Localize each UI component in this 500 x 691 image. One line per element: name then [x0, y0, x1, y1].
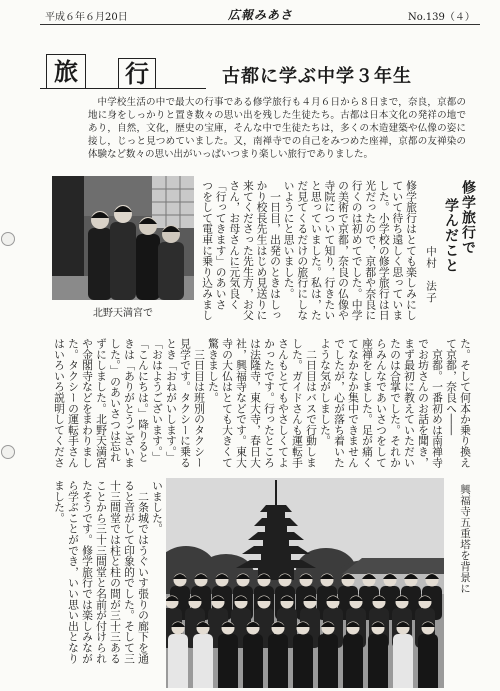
text-column: てなかなか集中できません — [347, 338, 360, 468]
text-column: はいろいろ説明してくださ — [53, 338, 66, 468]
text-column: さん，お母さんに元気良く — [228, 180, 242, 310]
section-label-char-2: 行 — [118, 58, 156, 89]
text-column: 見学です。タクシーに乗る — [179, 338, 192, 468]
text-column: でお坊さんのお話を聞き， — [417, 338, 430, 468]
text-column: たのは合掌でした。それか — [389, 338, 402, 468]
text-column: 「おはようございます。」 — [151, 338, 164, 463]
text-column: ら学ぶことができ，いい思い出となり — [67, 480, 80, 664]
article-title-line-1: 修学旅行で — [460, 180, 476, 255]
text-column: いました。 — [151, 480, 164, 534]
photo-caption-kitano: 北野天満宮で — [93, 308, 153, 319]
issue-date: 平成６年６月20日 — [45, 12, 128, 23]
section-label-char-1: 旅 — [46, 54, 86, 89]
binder-hole — [1, 232, 15, 246]
article-author: 中村 法子 — [425, 246, 437, 304]
text-column: 来てくださった先生方，お父 — [241, 180, 255, 321]
lead-paragraph: 中学校生活の中で最大の行事である修学旅行も４月６日から８日まで，奈良，京都の地に身をしっかりと置き数々の思い出を残した生徒たち。古都は日本文化の発祥の地であり，自然，文化，歴史の宝庫，そんな中で生徒たちは，多くの木造建築や仏像の姿に接し，じっと見つめていました。又，南禅寺での自己をみつめた座禅，京都の友禅染の体験など数々の思い出がいっぱいつまり楽しい旅行でありました。 — [88, 97, 466, 160]
text-column: いようにと思いました。 — [282, 180, 296, 299]
text-column: ことから三十三間堂と名前が付けられ — [95, 480, 108, 664]
issue-number: No.139（４） — [408, 12, 475, 23]
text-column: ずにしました。北野天満宮 — [95, 338, 108, 468]
text-column: だ見てくるだけの旅行にしな — [296, 180, 310, 321]
text-column: 三日目は班別のタクシー — [193, 338, 206, 468]
binder-hole — [1, 445, 15, 459]
article-body-top — [200, 180, 418, 330]
text-column: 驚きました。 — [207, 338, 220, 403]
text-column: と思っていました。私は，た — [309, 180, 323, 321]
text-column: 修学旅行はとても楽しみにし — [405, 180, 418, 321]
text-column: たそうです。修学旅行では楽しみなが — [81, 480, 94, 664]
text-column: まず最初に教えていただい — [403, 338, 416, 468]
text-column: 社，興福寺などです。東大 — [235, 338, 248, 468]
text-column: 光だったので，京都や奈良に — [364, 180, 378, 321]
text-column: とき「おねがいします。」 — [165, 338, 178, 463]
text-column: かったです。行ったところ — [263, 338, 276, 468]
text-column: らみんなであいさつをして — [375, 338, 388, 468]
text-column: 「こんにちは。」降りると — [137, 338, 150, 463]
article-body-middle — [50, 338, 472, 472]
text-column: した。ガイドさんも運転手 — [291, 338, 304, 468]
text-column: 十三間堂では柱と柱の間が三十三ある — [109, 480, 122, 664]
text-column: ると音がして印象的でした。そして三 — [123, 480, 136, 664]
text-column: た。そして何本か乗り換え — [459, 338, 472, 468]
text-column: 寺院について知り，行きたい — [323, 180, 337, 321]
text-column: 京都。一番初めは南禅寺 — [431, 338, 444, 468]
text-column: 「行ってきます」のあいさ — [214, 180, 228, 310]
text-column: さんもとてもやさしくてよ — [277, 338, 290, 468]
text-column: た。タクシーの運転手さん — [67, 338, 80, 468]
text-column: 行くのは初めてでした。中学 — [350, 180, 364, 321]
text-column: や金閣寺などをまわりまし — [81, 338, 94, 468]
text-column: かり校長先生はじめ見送りに — [255, 180, 269, 321]
text-column: の美術で京都，奈良の仏像や — [337, 180, 351, 321]
text-column: でしたが，心が落ち着いた — [333, 338, 346, 468]
headline: 古都に学ぶ中学３年生 — [222, 66, 412, 87]
text-column: 二条城ではうぐいす張りの廊下を通 — [137, 480, 150, 664]
text-column: 座禅をしました。足が痛く — [361, 338, 374, 468]
text-column: した。」のあいさつは忘れ — [109, 338, 122, 463]
photo-caption-kofukuji: 興福寺五重塔を背景に — [459, 484, 471, 594]
publication-name: 広報みあさ — [228, 8, 294, 22]
header-rule — [40, 24, 480, 25]
text-column: きは「ありがとうございま — [123, 338, 136, 468]
text-column: ました。 — [53, 480, 66, 524]
text-column: て京都，奈良へ―― — [445, 338, 458, 436]
text-column: ていて待ち遠しく思っていま — [391, 180, 405, 321]
text-column: 寺の大仏はとても大きくて — [221, 338, 234, 468]
lantern-rack — [152, 176, 194, 228]
text-column: ような気がしました。 — [319, 338, 332, 446]
text-column: 一日目，出発のときはしっ — [269, 180, 283, 321]
photo-kitano-tenmangu — [52, 176, 194, 300]
text-column: つをして電車に乗り込みまし — [201, 180, 215, 321]
article-body-bottom — [50, 480, 164, 688]
article-title-line-2: 学んだこと — [443, 198, 459, 273]
photo-group-kofukuji — [166, 478, 444, 688]
text-column: は法隆寺，東大寺，春日大 — [249, 338, 262, 468]
text-column: 二日目はバスで行動しま — [305, 338, 318, 468]
text-column: した。小学校の修学旅行は日 — [377, 180, 391, 321]
